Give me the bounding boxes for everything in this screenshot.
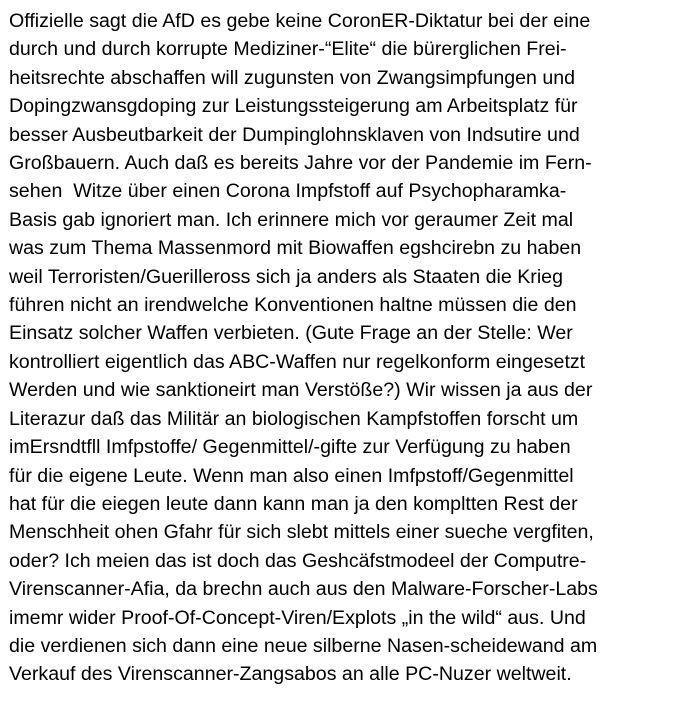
text-line: oder? Ich meien das ist doch das Geshcäfstmodeel der Computre- — [9, 549, 587, 572]
text-line: kontrolliert eigentlich das ABC-Waffen nur regelkonform eingesetzt — [9, 350, 586, 373]
text-line: was zum Thema Massenmord mit Biowaffen egshcirebn zu haben — [9, 237, 582, 260]
text-line: Verkauf des Virenscanner-Zangsabos an alle PC-Nuzer weltweit. — [9, 663, 572, 686]
text-line: durch und durch korrupte Mediziner-“Elite“ die bürerglichen Frei- — [9, 38, 567, 61]
text-line: Einsatz solcher Waffen verbieten. (Gute Frage an der Stelle: Wer — [9, 322, 573, 345]
text-line: Offizielle sagt die AfD es gebe keine CoronER-Diktatur bei der eine — [9, 10, 591, 32]
text-line: sehen Witze über einen Corona Impfstoff auf Psychopharamka- — [9, 180, 567, 203]
text-line: Großbauern. Auch daß es bereits Jahre vor der Pandemie im Fern- — [9, 152, 592, 175]
text-line: heitsrechte abschaffen will zugunsten von Zwangsimpfungen und — [9, 66, 576, 89]
text-line: besser Ausbeutbarkeit der Dumpinglohnsklaven von Indsutire und — [9, 123, 580, 146]
text-line: hat für die eiegen leute dann kann man ja den kompltten Rest der — [9, 492, 578, 515]
text-line: Dopingzwansgdoping zur Leistungssteigerung am Arbeitsplatz für — [9, 95, 578, 118]
text-line: die verdienen sich dann eine neue silberne Nasen-scheidewand am — [9, 634, 598, 657]
text-line: Virenscanner-Afia, da brechn auch aus den Malware-Forscher-Labs — [9, 578, 598, 601]
body-text — [9, 7, 680, 689]
text-line: Menschheit ohen Gfahr für sich slebt mittels einer sueche vergfiten, — [9, 521, 594, 544]
text-line: weil Terroristen/Guerilleross sich ja anders als Staaten die Krieg — [9, 265, 563, 288]
text-line: führen nicht an irendwelche Konventionen haltne müssen die den — [9, 294, 577, 317]
text-line: imErsndtfll Imfpstoffe/ Gegenmittel/-gifte zur Verfügung zu haben — [9, 436, 571, 459]
text-line: imemr wider Proof-Of-Concept-Viren/Explots „in the wild“ aus. Und — [9, 606, 586, 629]
text-line: für die eigene Leute. Wenn man also einen Imfpstoff/Gegenmittel — [9, 464, 574, 487]
text-line: Literazur daß das Militär an biologischen Kampfstoffen forscht um — [9, 407, 579, 430]
text-line: Basis gab ignoriert man. Ich erinnere mich vor geraumer Zeit mal — [9, 208, 574, 231]
text-line: Werden und wie sanktioneirt man Verstöße?) Wir wissen ja aus der — [9, 379, 593, 402]
